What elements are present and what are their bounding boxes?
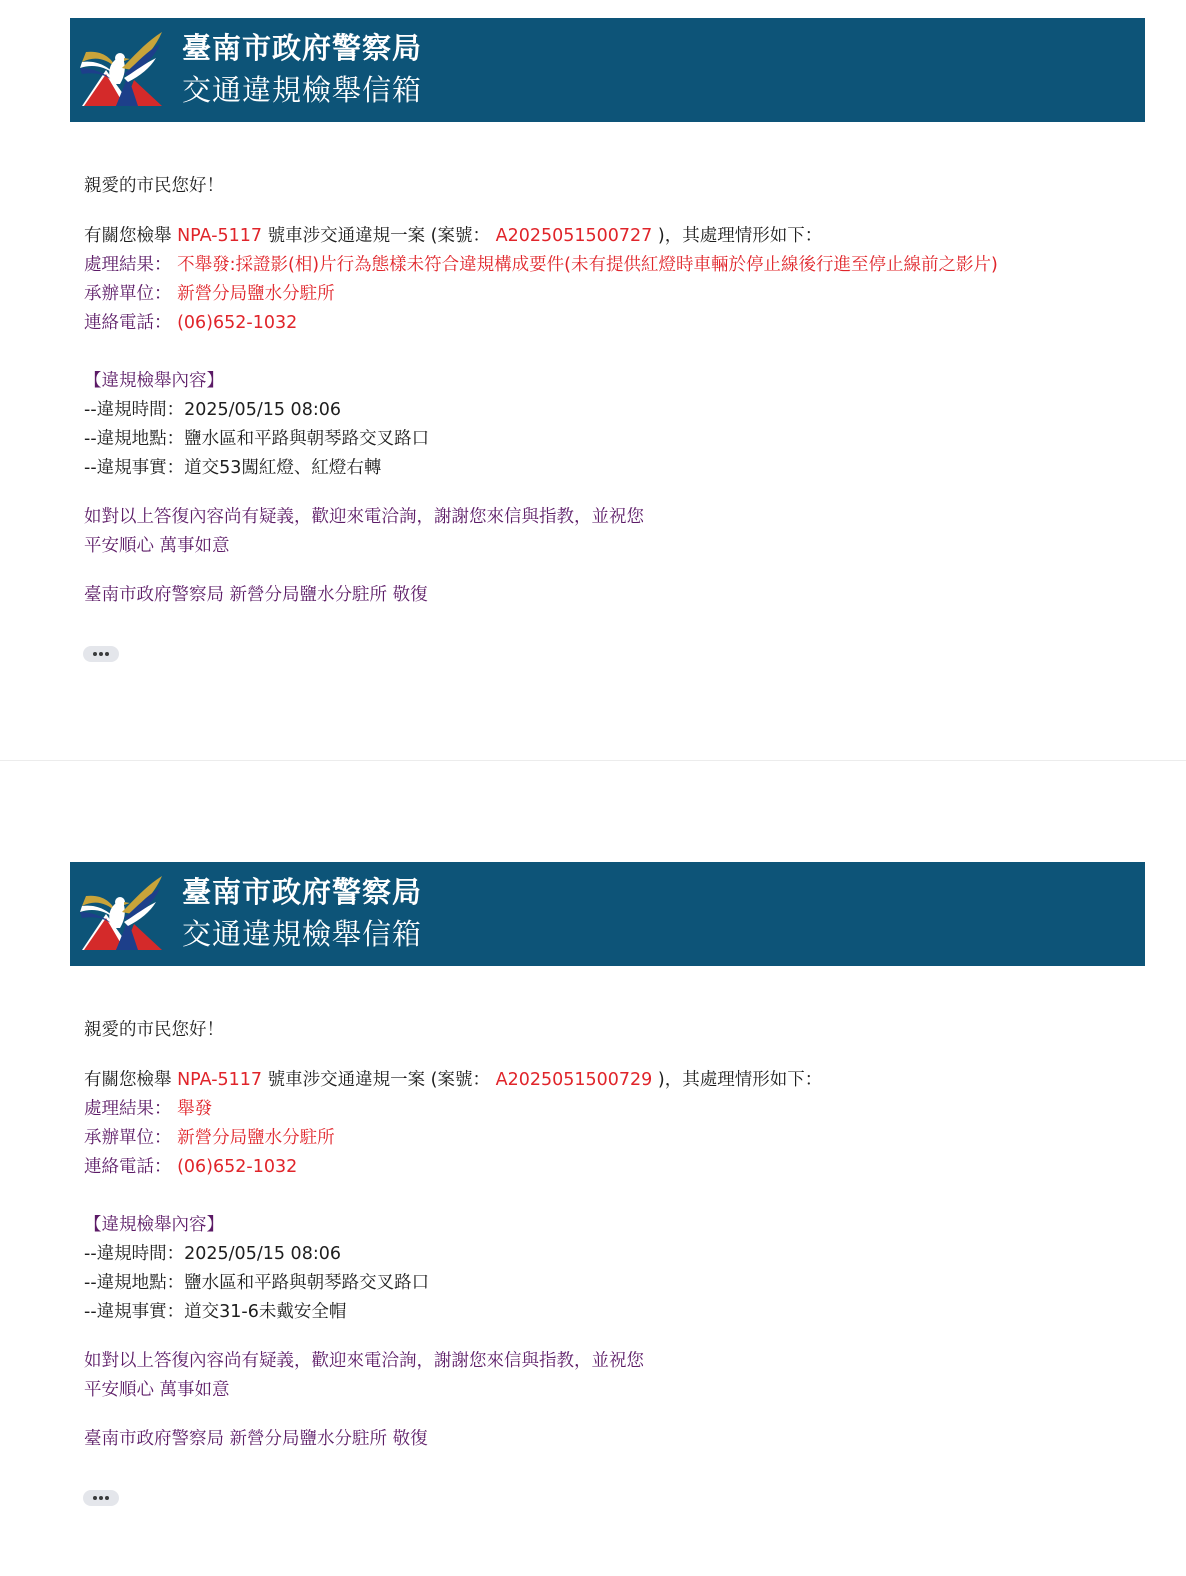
content-heading: 【違規檢舉內容】	[84, 371, 224, 391]
more-dots-icon[interactable]	[83, 646, 119, 662]
result-label: 處理結果：	[84, 255, 172, 275]
unit-value: 新營分局鹽水分駐所	[177, 284, 335, 304]
case-prefix: 有關您檢舉	[84, 226, 172, 246]
case-number: A2025051500729	[495, 1070, 653, 1090]
dot	[93, 1496, 97, 1500]
violation-time: --違規時間：2025/05/15 08:06	[84, 400, 341, 420]
message-divider	[0, 760, 1186, 761]
email-message-2	[0, 844, 1186, 1576]
police-emblem-icon	[76, 872, 168, 956]
phone-line	[84, 1153, 297, 1182]
police-emblem-icon	[76, 28, 168, 112]
case-middle: 號車涉交通違規一案 (案號：	[267, 226, 491, 246]
plate-number: NPA-5117	[177, 1070, 263, 1090]
email-banner	[70, 862, 1145, 966]
plate-number: NPA-5117	[177, 226, 263, 246]
result-line	[84, 251, 998, 280]
closing-line-1: 如對以上答復內容尚有疑義，歡迎來電洽詢，謝謝您來信與指教，並祝您	[84, 1351, 644, 1371]
dot	[93, 652, 97, 656]
phone-label: 連絡電話：	[84, 1157, 172, 1177]
unit-label: 承辦單位：	[84, 1128, 172, 1148]
dot	[99, 652, 103, 656]
case-suffix: )，其處理情形如下：	[657, 226, 823, 246]
dot	[105, 1496, 109, 1500]
greeting: 親愛的市民您好！	[84, 1020, 224, 1040]
banner-title: 臺南市政府警察局	[182, 875, 423, 909]
closing-line-2: 平安順心 萬事如意	[84, 536, 230, 556]
case-number: A2025051500727	[495, 226, 653, 246]
case-line	[84, 222, 822, 251]
unit-label: 承辦單位：	[84, 284, 172, 304]
result-value: 不舉發:採證影(相)片行為態樣未符合違規構成要件(未有提供紅燈時車輛於停止線後行進至停止線前之影片)	[177, 255, 998, 275]
content-heading: 【違規檢舉內容】	[84, 1215, 224, 1235]
violation-time: --違規時間：2025/05/15 08:06	[84, 1244, 341, 1264]
dot	[105, 652, 109, 656]
signature: 臺南市政府警察局 新營分局鹽水分駐所 敬復	[84, 585, 428, 605]
violation-place: --違規地點：鹽水區和平路與朝琴路交叉路口	[84, 429, 430, 449]
banner-subtitle: 交通違規檢舉信箱	[182, 73, 423, 107]
unit-line	[84, 280, 335, 309]
phone-value: (06)652-1032	[177, 313, 298, 333]
signature: 臺南市政府警察局 新營分局鹽水分駐所 敬復	[84, 1429, 428, 1449]
closing-line-2: 平安順心 萬事如意	[84, 1380, 230, 1400]
banner-title: 臺南市政府警察局	[182, 31, 423, 65]
violation-place: --違規地點：鹽水區和平路與朝琴路交叉路口	[84, 1273, 430, 1293]
email-banner	[70, 18, 1145, 122]
case-middle: 號車涉交通違規一案 (案號：	[267, 1070, 491, 1090]
email-message-1	[0, 0, 1186, 760]
dot	[99, 1496, 103, 1500]
case-prefix: 有關您檢舉	[84, 1070, 172, 1090]
banner-subtitle: 交通違規檢舉信箱	[182, 917, 423, 951]
more-dots-icon[interactable]	[83, 1490, 119, 1506]
phone-value: (06)652-1032	[177, 1157, 298, 1177]
result-line	[84, 1095, 212, 1124]
unit-line	[84, 1124, 335, 1153]
phone-label: 連絡電話：	[84, 313, 172, 333]
result-label: 處理結果：	[84, 1099, 172, 1119]
result-value: 舉發	[177, 1099, 213, 1119]
greeting: 親愛的市民您好！	[84, 176, 224, 196]
closing-line-1: 如對以上答復內容尚有疑義，歡迎來電洽詢，謝謝您來信與指教，並祝您	[84, 507, 644, 527]
unit-value: 新營分局鹽水分駐所	[177, 1128, 335, 1148]
case-suffix: )，其處理情形如下：	[657, 1070, 823, 1090]
case-line	[84, 1066, 822, 1095]
phone-line	[84, 309, 297, 338]
violation-fact: --違規事實：道交31-6未戴安全帽	[84, 1302, 347, 1322]
violation-fact: --違規事實：道交53闖紅燈、紅燈右轉	[84, 458, 382, 478]
